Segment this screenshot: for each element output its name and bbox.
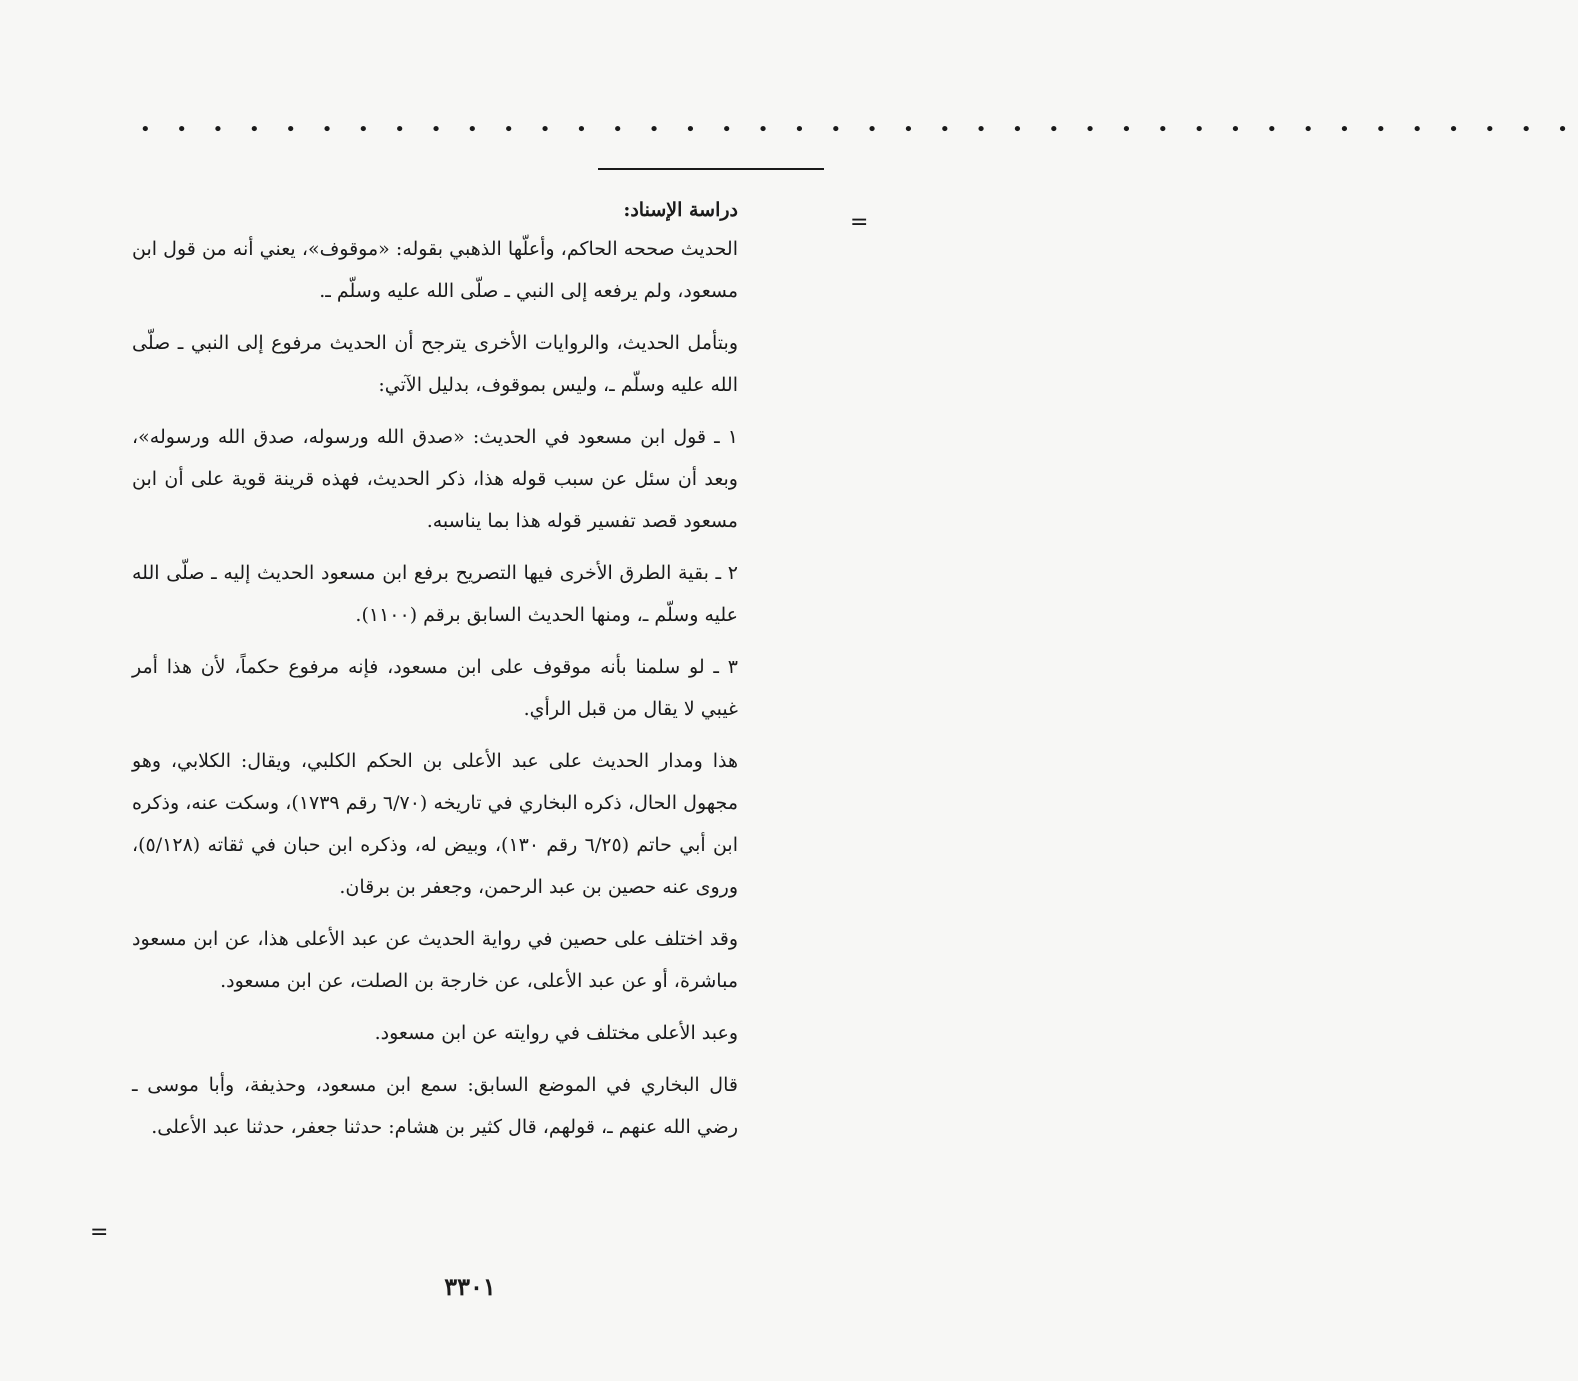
paragraph-7: وقد اختلف على حصين في رواية الحديث عن عبد الأعلى هذا، عن ابن مسعود مباشرة، أو عن عبد الأعلى، عن خارجة بن الصلت، عن ابن مسعود. (132, 928, 738, 992)
section-heading: دراسة الإسناد: (623, 199, 738, 221)
paragraph-5: ٣ ـ لو سلمنا بأنه موقوف على ابن مسعود، فإنه مرفوع حكماً، لأن هذا أمر غيبي لا يقال من قبل الرأي. (132, 656, 738, 720)
paragraph-6: هذا ومدار الحديث على عبد الأعلى بن الحكم الكلبي، ويقال: الكلابي، وهو مجهول الحال، ذكره البخاري في تاريخه (٦/٧٠ رقم ١٧٣٩)، وسكت عنه، وذكره ابن أبي حاتم (٦/٢٥ رقم ١٣٠)، وبيض له، وذكره ابن حبان في ثقاته (٥/١٢٨)، وروى عنه حصين بن عبد الرحمن، وجعفر بن برقان. (132, 750, 739, 898)
margin-mark-bottom: = (90, 1220, 109, 1245)
page-number: ٣٣٠١ (444, 1272, 496, 1301)
paragraph-3: ١ ـ قول ابن مسعود في الحديث: «صدق الله ورسوله، صدق الله ورسوله»، وبعد أن سئل عن سبب قوله هذا، ذكر الحديث، فهذه قرينة قوية على أن ابن مسعود قصد تفسير قوله هذا بما يناسبه. (132, 426, 738, 532)
paragraph-8: وعبد الأعلى مختلف في روايته عن ابن مسعود. (374, 1022, 738, 1044)
footnote-rule (598, 168, 824, 170)
separator-dots: • • • • • • • • • • • • • • • • • • • • • • • • • • • • • • • • • • • • • • • • (140, 119, 1578, 140)
margin-mark-top: = (850, 210, 869, 235)
paragraph-2: وبتأمل الحديث، والروايات الأخرى يترجح أن الحديث مرفوع إلى النبي ـ صلّى الله عليه وسلّم ـ، وليس بموقوف، بدليل الآتي: (132, 332, 738, 396)
paragraph-4: ٢ ـ بقية الطرق الأخرى فيها التصريح برفع ابن مسعود الحديث إليه ـ صلّى الله عليه وسلّم ـ، ومنها الحديث السابق برقم (١١٠٠). (132, 562, 738, 626)
page-body (132, 192, 738, 1158)
paragraph-1: الحديث صححه الحاكم، وأعلّها الذهبي بقوله: «موقوف»، يعني أنه من قول ابن مسعود، ولم يرفعه إلى النبي ـ صلّى الله عليه وسلّم ـ. (132, 238, 738, 302)
paragraph-9: قال البخاري في الموضع السابق: سمع ابن مسعود، وحذيفة، وأبا موسى ـ رضي الله عنهم ـ، قولهم، قال كثير بن هشام: حدثنا جعفر، حدثنا عبد الأعلى. (132, 1074, 738, 1138)
